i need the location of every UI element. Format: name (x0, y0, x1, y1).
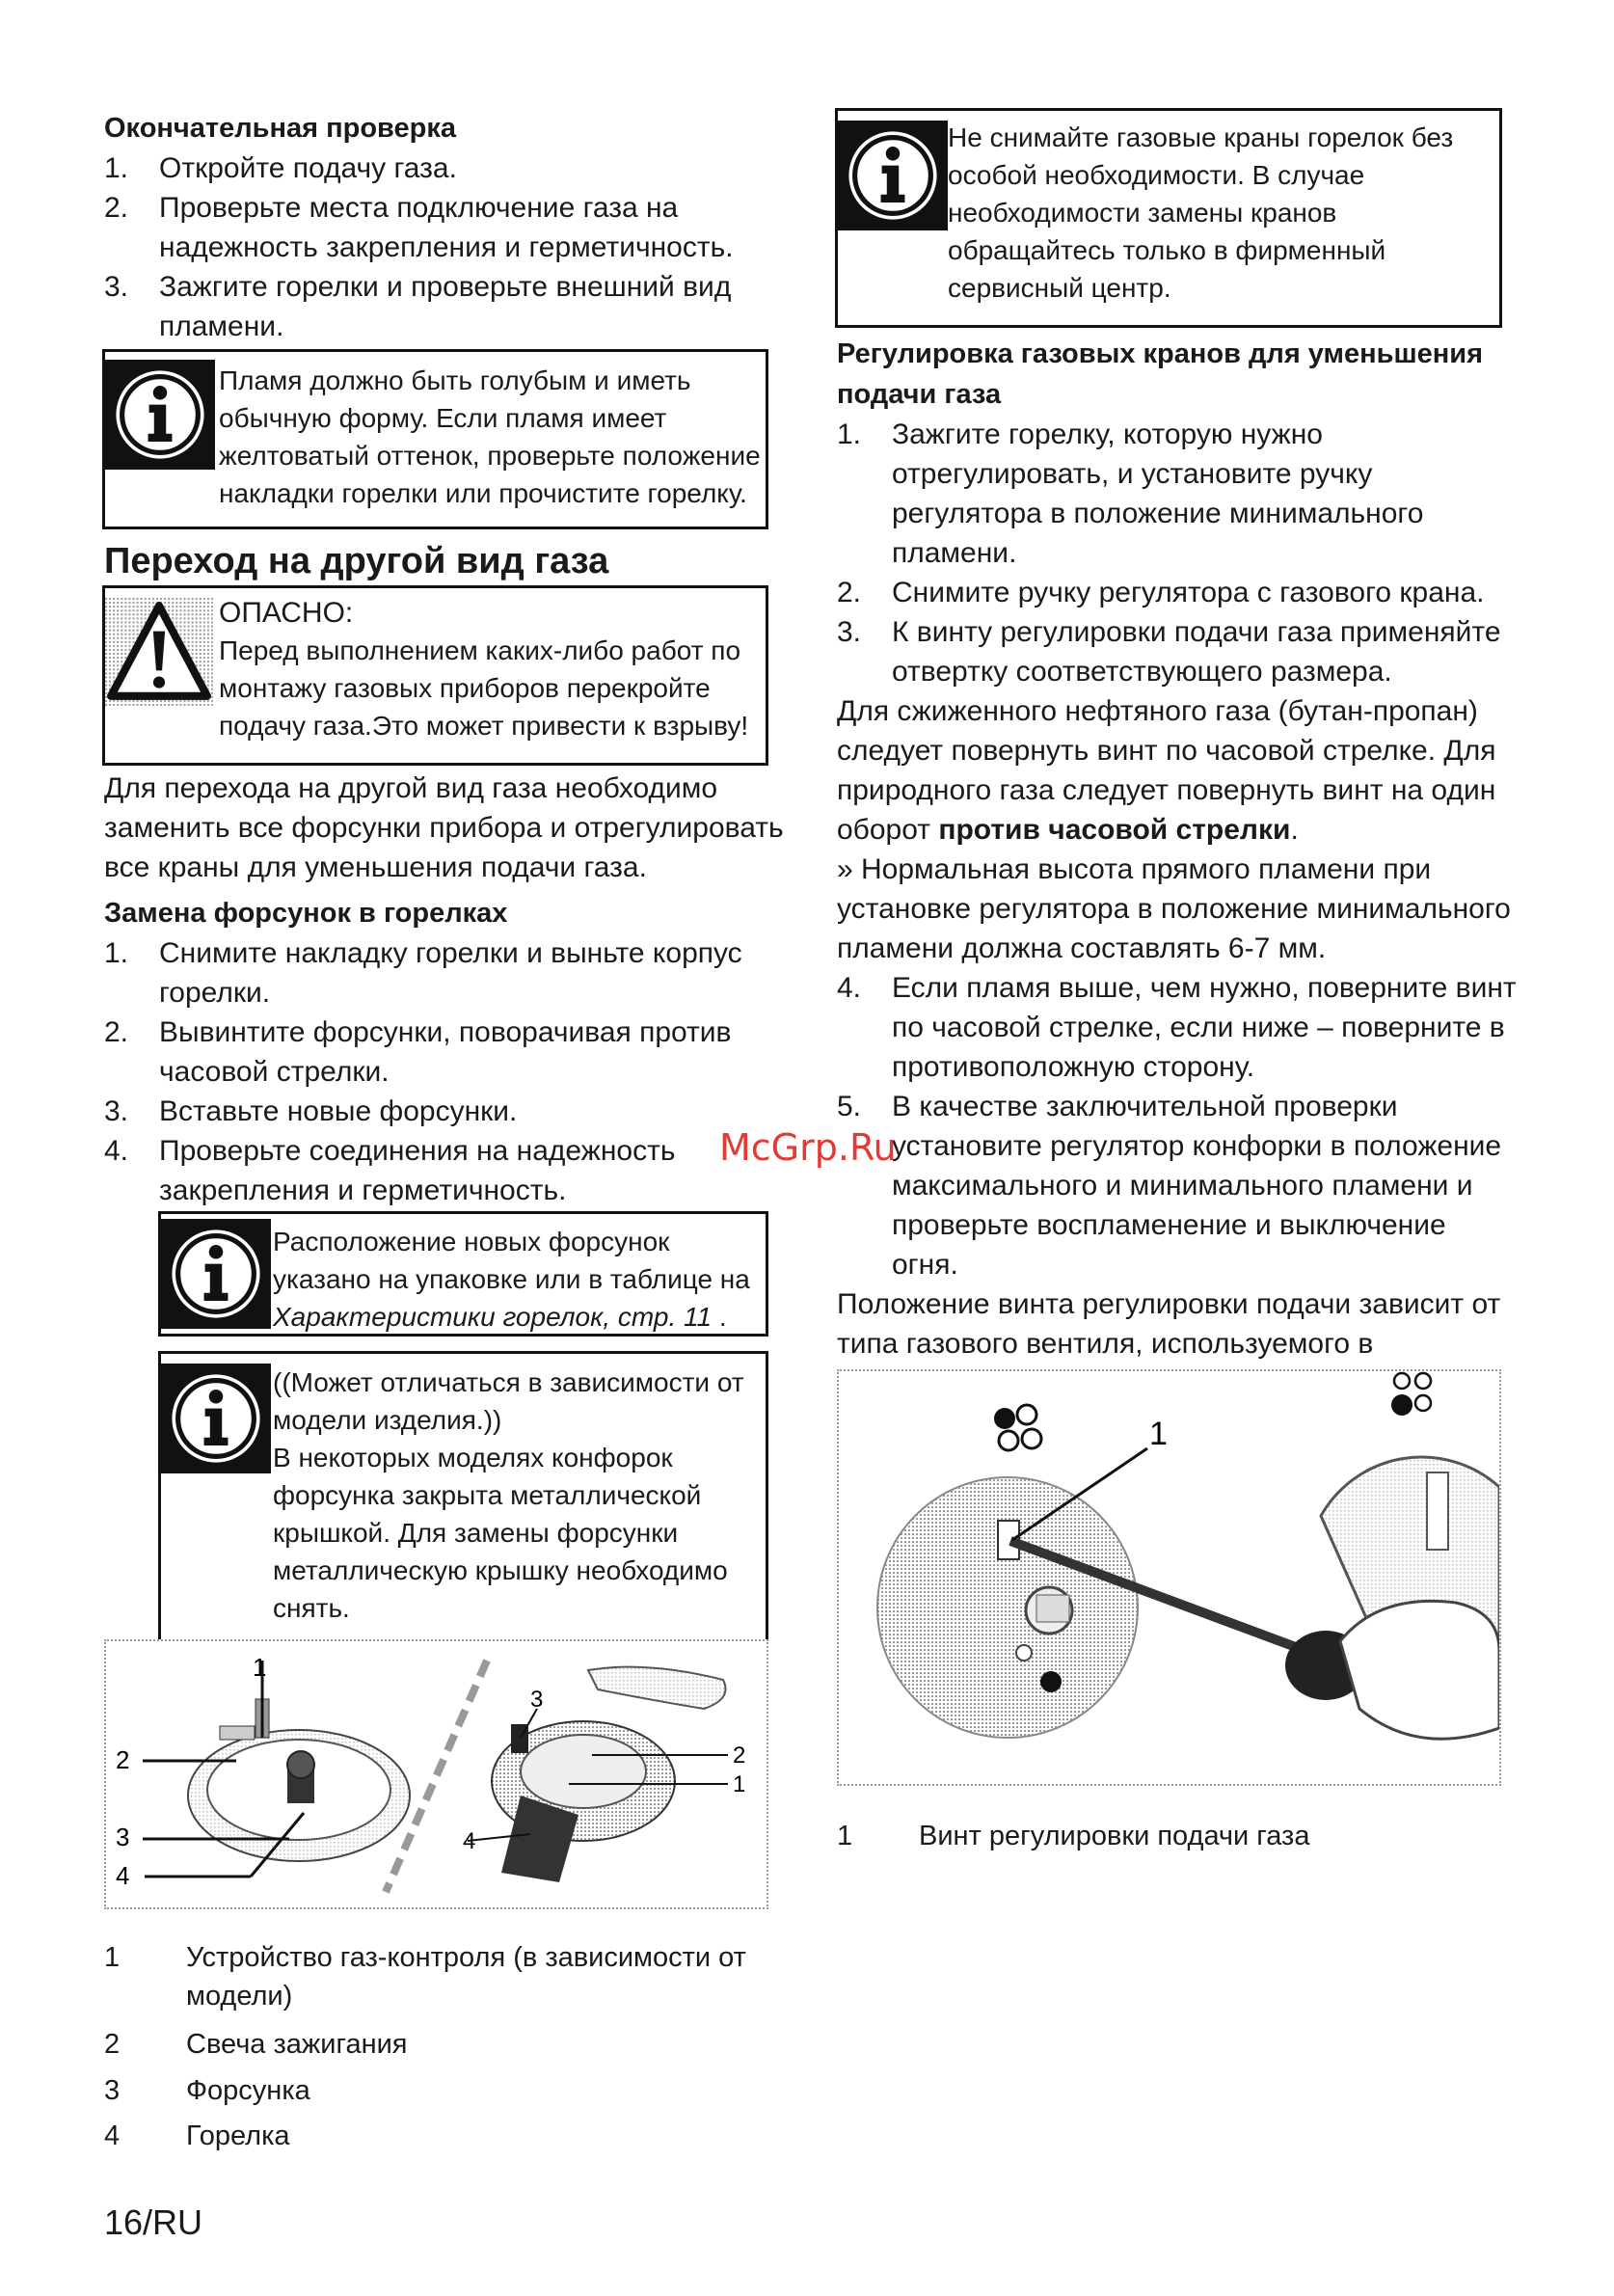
step-text: Откройте подачу газа. (159, 152, 457, 184)
fig-label-1: 1 (253, 1653, 267, 1682)
watermark: McGrp.Ru (719, 1126, 897, 1169)
legend-text: Горелка (186, 2120, 290, 2151)
list-item (837, 1087, 1517, 1284)
note-line: необходимости замены кранов (948, 198, 1337, 228)
legend-text: Свеча зажигания (186, 2029, 408, 2060)
nozzle-location-note (158, 1211, 768, 1337)
step-text: В качестве заключительной проверки установите регулятор конфорки в положение максимального и минимального пламени и проверьте воспламенение и выключение огня. (892, 1091, 1502, 1281)
list-item (104, 1092, 779, 1131)
list-item (837, 612, 1512, 691)
list-item (104, 1131, 747, 1210)
step-text: Проверьте места подключение газа на надежность закрепления и герметичность. (159, 192, 734, 263)
list-item (104, 1013, 779, 1092)
step-number: 5. (837, 1091, 862, 1122)
burner-specs-reference: Характеристики горелок, стр. 11 (273, 1302, 713, 1332)
flame-height-paragraph: » Нормальная высота прямого пламени при установке регулятора в положение минимального пламени должна составлять 6-7 мм. (837, 853, 1511, 964)
step-number: 2. (104, 192, 129, 224)
warning-text (219, 594, 768, 744)
step-text: Если пламя выше, чем нужно, поверните винт по часовой стрелке, если ниже – поверните в противоположную сторону. (892, 972, 1517, 1083)
legend-text: Устройство газ-контроля (в зависимости от модели) (186, 1942, 746, 2012)
flame-note-box (102, 349, 768, 529)
step-text: Снимите накладку горелки и выньте корпус горелки. (159, 937, 742, 1009)
step-number: 1. (104, 937, 129, 969)
note-line: накладки горелки или прочистите горелку. (219, 478, 747, 508)
list-item (104, 933, 779, 1013)
para-text: Для сжиженного нефтяного газа (бутан-пропан) следует повернуть винт по часовой стрелке. Для природного газа следует повернуть винт на один оборот (837, 695, 1496, 846)
warning-line: подачу газа.Это может привести к взрыву! (219, 711, 749, 741)
valve-adjust-steps-a (837, 415, 1512, 691)
note-line: форсунка закрыта металлической (273, 1480, 702, 1510)
step-text: Зажгите горелки и проверьте внешний вид пламени. (159, 271, 732, 342)
gas-conversion-intro: Для перехода на другой вид газа необходимо заменить все форсунки прибора и отрегулировать все краны для уменьшения подачи газа. (104, 772, 784, 883)
legend-number: 4 (104, 2120, 121, 2151)
note-line: ((Может отличаться в зависимости от (273, 1367, 744, 1397)
warning-line: Перед выполнением каких-либо работ по (219, 635, 741, 665)
step-number: 3. (104, 271, 129, 303)
valve-screw-illustration (839, 1371, 1499, 1784)
fig-label-4: 4 (116, 1861, 130, 1890)
info-icon (161, 1219, 271, 1329)
step-number: 3. (837, 616, 862, 648)
danger-label: ОПАСНО: (219, 597, 354, 629)
info-icon (161, 1364, 271, 1473)
counterclockwise-emphasis: против часовой стрелки (938, 814, 1291, 846)
note-line: Пламя должно быть голубым и иметь (219, 365, 691, 395)
note-line: крышкой. Для замены форсунки (273, 1518, 679, 1548)
lpg-natural-gas-paragraph (837, 691, 1517, 850)
valve-screw-figure (837, 1369, 1501, 1786)
note-line: особой необходимости. В случае (948, 160, 1365, 190)
legend-text: Винт регулировки подачи газа (919, 1821, 1310, 1851)
step-text: Зажгите горелку, которую нужно отрегулировать, и установите ручку регулятора в положение минимального пламени. (892, 419, 1424, 569)
note-line: сервисный центр. (948, 273, 1171, 303)
list-item (104, 149, 779, 188)
warning-line: монтажу газовых приборов перекройте (219, 673, 711, 703)
step-number: 2. (104, 1016, 129, 1048)
valve-adjust-section (837, 334, 1517, 1403)
legend-number: 1 (837, 1821, 853, 1851)
note-line: снять. (273, 1593, 350, 1623)
final-check-section (104, 108, 779, 346)
legend-number: 2 (104, 2029, 121, 2060)
list-item (837, 573, 1512, 612)
valve-adjust-steps-b (837, 968, 1517, 1284)
fig-right-label-1: 1 (733, 1771, 746, 1797)
note-line: В некоторых моделях конфорок (273, 1443, 673, 1472)
step-number: 1. (104, 152, 129, 184)
note-line: модели изделия.)) (273, 1405, 502, 1435)
gas-valves-note (835, 108, 1502, 328)
info-icon (838, 121, 948, 230)
gas-valves-note-text (948, 119, 1497, 307)
metal-cover-text (273, 1364, 765, 1627)
nozzles-steps (104, 933, 779, 1210)
legend-number: 1 (104, 1942, 121, 1973)
step-text: Вывинтите форсунки, поворачивая против часовой стрелки. (159, 1016, 732, 1088)
list-item (837, 968, 1517, 1087)
info-icon (105, 360, 215, 485)
list-item (104, 267, 779, 346)
burner-figure (104, 1639, 768, 1909)
fig-right-label-4: 4 (463, 1828, 476, 1854)
step-number: 1. (837, 419, 862, 450)
nozzles-section (104, 893, 779, 1210)
list-item (837, 415, 1432, 573)
note-line: указано на упаковке или в таблице на (273, 1264, 750, 1294)
valve-adjust-title: Регулировка газовых кранов для уменьшения подачи газа (837, 338, 1484, 410)
note-line: обращайтесь только в фирменный (948, 235, 1386, 265)
step-number: 3. (104, 1095, 129, 1127)
step-number: 2. (837, 577, 862, 608)
step-text: Снимите ручку регулятора с газового крана. (892, 577, 1485, 608)
nozzles-title: Замена форсунок в горелках (104, 898, 508, 929)
list-item (104, 188, 779, 267)
danger-warning-box (102, 585, 768, 766)
burner-legend (104, 1938, 818, 2151)
note-line: металлическую крышку необходимо (273, 1555, 728, 1585)
page-number: 16/RU (104, 2202, 203, 2242)
valve-legend (837, 1817, 1512, 1857)
fig-label-2: 2 (116, 1745, 130, 1774)
step-text: К винту регулировки подачи газа применяйте отвертку соответствующего размера. (892, 616, 1501, 688)
note-end: . (712, 1302, 727, 1332)
fig-right-label-3: 3 (530, 1687, 544, 1713)
step-number: 4. (837, 972, 862, 1004)
metal-cover-note (158, 1351, 768, 1644)
fig-label-3: 3 (116, 1823, 130, 1851)
note-line (273, 1298, 765, 1336)
note-line: желтоватый оттенок, проверьте положение (219, 441, 761, 471)
note-line: Расположение новых форсунок (273, 1227, 670, 1256)
warning-icon (105, 598, 213, 706)
step-text: Проверьте соединения на надежность закрепления и герметичность. (159, 1135, 676, 1206)
note-line: обычную форму. Если пламя имеет (219, 403, 667, 433)
flame-note-text (219, 362, 768, 512)
legend-text: Форсунка (186, 2075, 310, 2106)
gas-conversion-title: Переход на другой вид газа (104, 541, 609, 581)
final-check-title: Окончательная проверка (104, 113, 456, 144)
step-number: 4. (104, 1135, 129, 1167)
final-check-steps (104, 149, 779, 346)
para-end: . (1290, 814, 1299, 846)
screw-position-paragraph: Положение винта регулировки подачи зависит от типа газового вентиля, используемого в (837, 1288, 1501, 1360)
legend-number: 3 (104, 2075, 121, 2106)
nozzle-location-text (273, 1223, 765, 1336)
note-line: Не снимайте газовые краны горелок без (948, 122, 1454, 152)
step-text: Вставьте новые форсунки. (159, 1095, 518, 1127)
burner-illustration (106, 1641, 767, 1907)
valve-fig-label-1: 1 (1149, 1416, 1168, 1452)
fig-right-label-2: 2 (733, 1742, 746, 1769)
